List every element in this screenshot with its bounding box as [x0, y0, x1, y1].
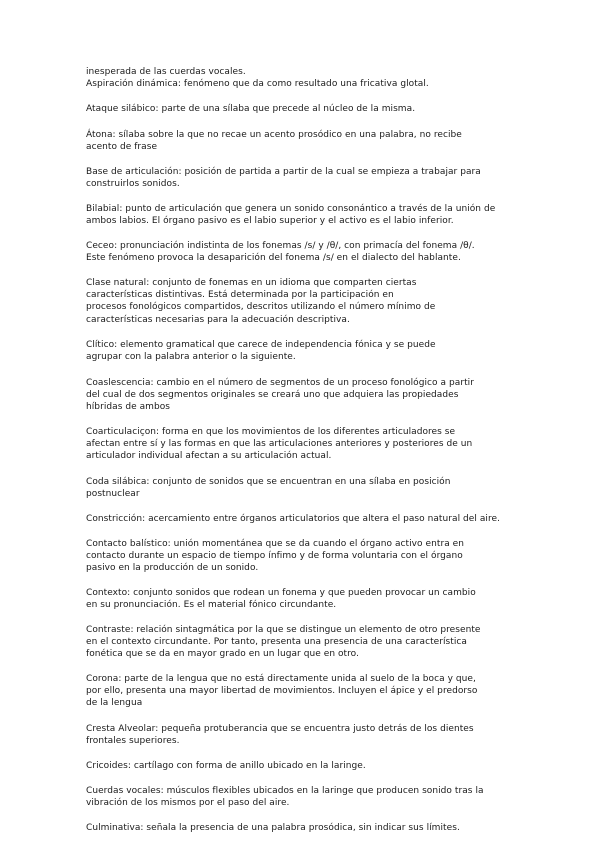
text-line: características distintivas. Está determinada por la participación en	[86, 290, 394, 301]
entry-constriccion	[86, 513, 514, 525]
entry-atona	[86, 129, 514, 153]
text-line: Constricción: acercamiento entre órganos articulatorios que altera el paso natural del aire.	[86, 514, 501, 524]
entry-cricoides	[86, 760, 514, 772]
text-line: del cual de dos segmentos originales se creará uno que adquiera las propiedades	[86, 390, 459, 401]
text-line: contacto durante un espacio de tiempo ínfimo y de forma voluntaria con el órgano	[86, 551, 463, 562]
text-line: en su pronunciación. Es el material fónico circundante.	[86, 600, 337, 611]
entry-bilabial	[86, 203, 514, 227]
text-line: características necesarias para la adecuación descriptiva.	[86, 314, 350, 325]
entry-coaslescencia	[86, 377, 514, 414]
text-line: frontales superiores.	[86, 736, 180, 747]
entry-culminativa	[86, 822, 514, 834]
text-line: de la lengua	[86, 698, 143, 709]
text-line: Cuerdas vocales: músculos flexibles ubicados en la laringe que producen sonido tras la	[86, 786, 484, 796]
entry-coarticulacion	[86, 426, 514, 463]
entry-clase-natural	[86, 277, 514, 326]
text-line: postnuclear	[86, 489, 140, 500]
entry-cuerdas-vocales	[86, 785, 514, 809]
text-line: Coarticulaciçon: forma en que los movimientos de los diferentes articuladores se	[86, 427, 456, 437]
text-line: inesperada de las cuerdas vocales.	[86, 67, 246, 77]
text-line: Corona: parte de la lengua que no está directamente unida al suelo de la boca y que,	[86, 674, 476, 684]
text-line: Clase natural: conjunto de fonemas en un idioma que comparten ciertas	[86, 278, 417, 288]
text-line: Contacto balístico: unión momentánea que se da cuando el órgano activo entra en	[86, 539, 465, 549]
entry-ataque-silabico	[86, 103, 514, 115]
text-line: Aspiración dinámica: fenómeno que da como resultado una fricativa glotal.	[86, 79, 429, 90]
text-line: híbridas de ambos	[86, 402, 171, 413]
text-line: Átona: sílaba sobre la que no recae un acento prosódico en una palabra, no recibe	[86, 130, 462, 140]
text-line: Ataque silábico: parte de una sílaba que precede al núcleo de la misma.	[86, 104, 416, 114]
text-line: Ceceo: pronunciación indistinta de los fonemas /s/ y /θ/, con primacía del fonema /θ/.	[86, 241, 475, 251]
text-line: en el contexto circundante. Por tanto, presenta una presencia de una característica	[86, 637, 467, 648]
text-line: Este fenómeno provoca la desaparición del fonema /s/ en el dialecto del hablante.	[86, 253, 461, 264]
text-line: acento de frase	[86, 142, 158, 153]
entry-clitico	[86, 339, 514, 363]
text-line: agrupar con la palabra anterior o la siguiente.	[86, 352, 296, 363]
text-line: Culminativa: señala la presencia de una palabra prosódica, sin indicar sus límites.	[86, 823, 460, 833]
text-line: Cresta Alveolar: pequeña protuberancia que se encuentra justo detrás de los dientes	[86, 724, 474, 734]
entry-base-de-articulacion	[86, 166, 514, 190]
text-line: Cricoides: cartílago con forma de anillo ubicado en la laringe.	[86, 761, 366, 771]
entry-contexto	[86, 587, 514, 611]
text-line: pasivo en la producción de un sonido.	[86, 563, 259, 574]
entry-coda-silabica	[86, 476, 514, 500]
entry-cresta-alveolar	[86, 723, 514, 747]
entry-contraste	[86, 624, 514, 661]
text-line: Bilabial: punto de articulación que genera un sonido consonántico a través de la unión de	[86, 204, 496, 214]
text-line: Clítico: elemento gramatical que carece de independencia fónica y se puede	[86, 340, 436, 350]
text-line: Coaslescencia: cambio en el número de segmentos de un proceso fonológico a partir	[86, 378, 474, 388]
text-line: afectan entre sí y las formas en que las articulaciones anteriores y posteriores de un	[86, 439, 473, 450]
text-line: Coda silábica: conjunto de sonidos que se encuentran en una sílaba en posición	[86, 477, 451, 487]
text-line: ambos labios. El órgano pasivo es el labio superior y el activo es el labio inferior.	[86, 216, 454, 227]
entry-aspiracion-dinamica	[86, 66, 514, 90]
text-line: por ello, presenta una mayor libertad de movimientos. Incluyen el ápice y el predorso	[86, 686, 478, 697]
entry-corona	[86, 673, 514, 710]
text-line: procesos fonológicos compartidos, descritos utilizando el número mínimo de	[86, 302, 436, 313]
text-line: vibración de los mismos por el paso del aire.	[86, 798, 290, 809]
text-line: construirlos sonidos.	[86, 179, 180, 190]
text-line: articulador individual afectan a su articulación actual.	[86, 451, 332, 462]
text-line: Contexto: conjunto sonidos que rodean un fonema y que pueden provocar un cambio	[86, 588, 476, 598]
entry-contacto-balistico	[86, 538, 514, 575]
text-line: Base de articulación: posición de partida a partir de la cual se empieza a trabajar para	[86, 167, 481, 177]
text-line: fonética que se da en mayor grado en un lugar que en otro.	[86, 649, 359, 660]
text-line: Contraste: relación sintagmática por la que se distingue un elemento de otro presente	[86, 625, 481, 635]
entry-ceceo	[86, 240, 514, 264]
